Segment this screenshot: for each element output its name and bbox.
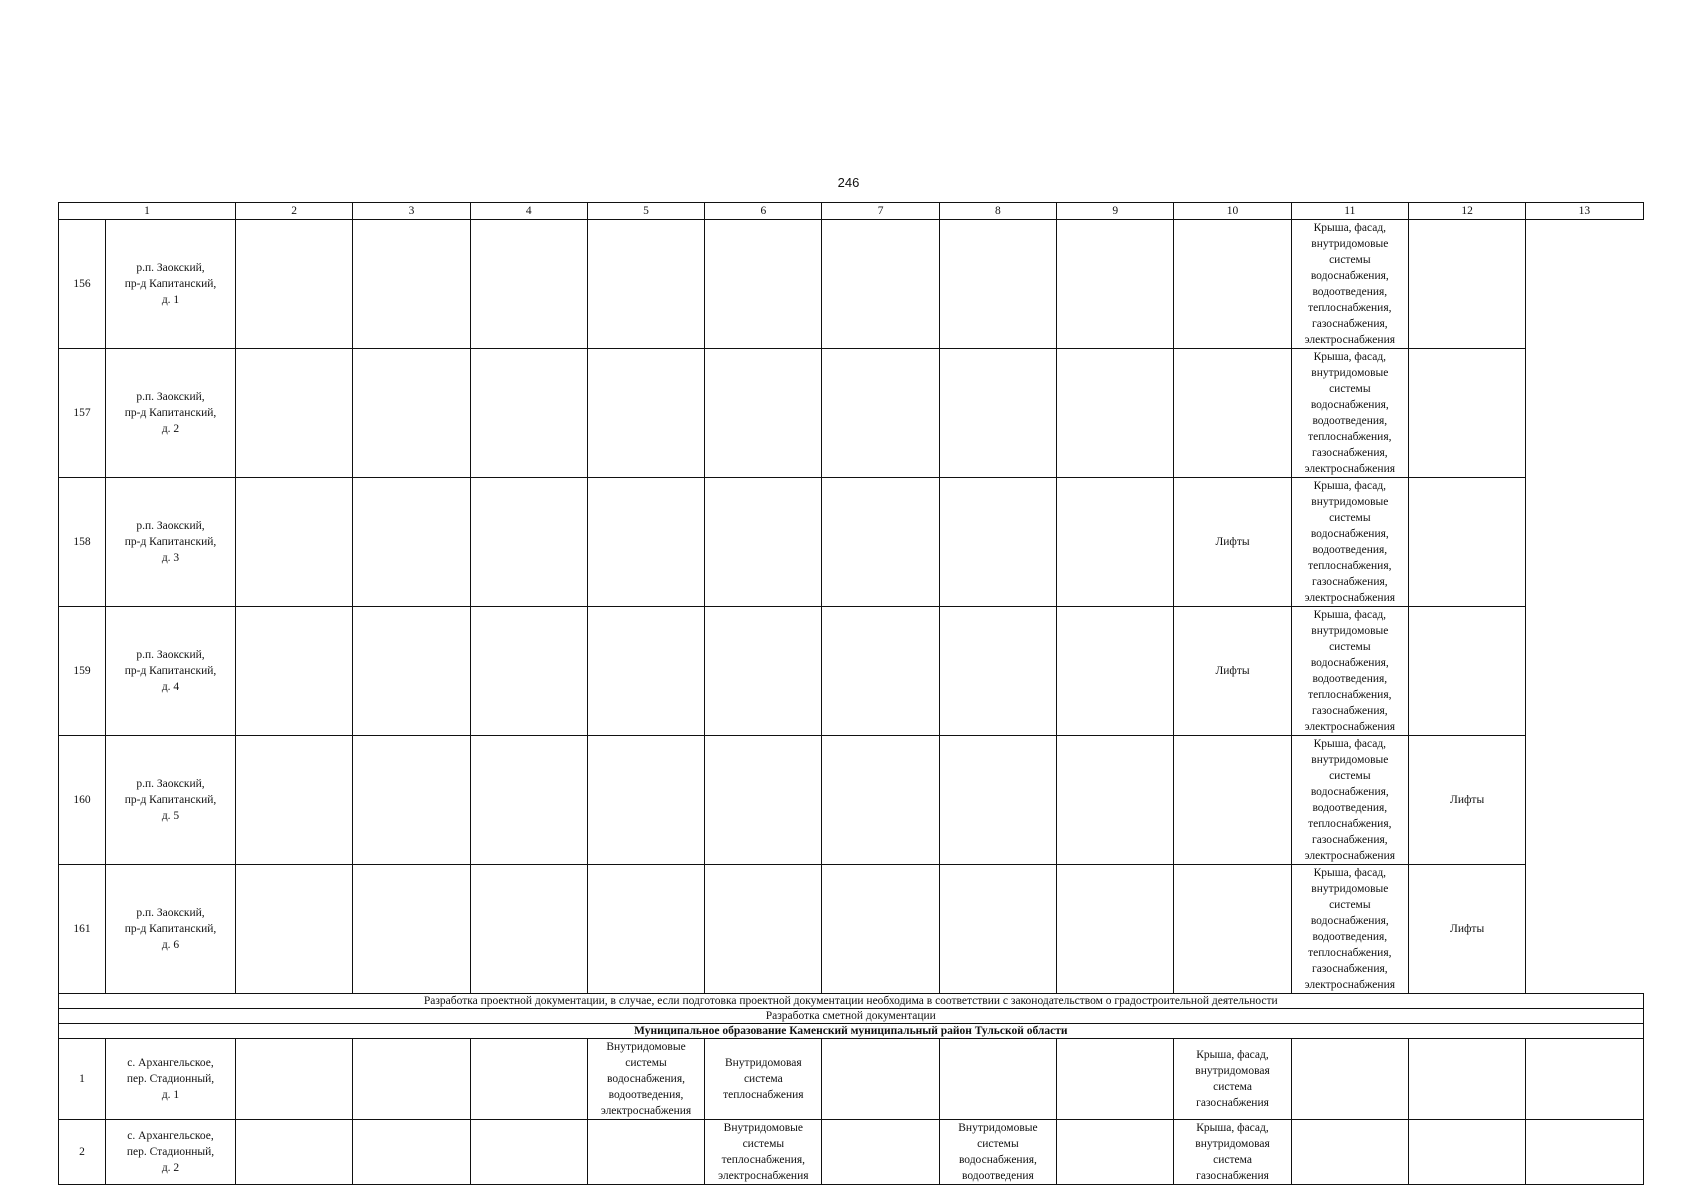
row-number: 156 [59,220,106,349]
header-cell: 10 [1174,203,1291,220]
col11-cell: Лифты [1174,607,1291,736]
address-cell: р.п. Заокский, пр-д Капитанский, д. 4 [106,607,236,736]
table-row [59,1039,1644,1120]
section-municipality: Муниципальное образование Каменский муниципальный район Тульской области [59,1024,1644,1039]
col13-cell [1408,607,1525,736]
header-cell: 3 [353,203,470,220]
col11-cell: Лифты [1174,478,1291,607]
address-cell: р.п. Заокский, пр-д Капитанский, д. 2 [106,349,236,478]
header-cell: 5 [587,203,704,220]
row-number: 157 [59,349,106,478]
address-cell: с. Архангельское, пер. Стадионный, д. 1 [106,1039,236,1120]
header-row [59,203,1644,220]
table-row [59,220,1644,349]
table-row [59,1120,1644,1185]
page-number: 246 [837,175,860,190]
header-cell: 8 [939,203,1056,220]
row-number: 159 [59,607,106,736]
col13-cell [1408,478,1525,607]
col10-cell: Крыша, фасад, внутридомовая система газоснабжения [1174,1120,1291,1185]
col12-cell: Крыша, фасад, внутридомовые системы водоснабжения, водоотведения, теплоснабжения, газоснабжения, электроснабжения [1291,607,1408,736]
capital-repair-table [58,202,1644,1185]
col12-cell: Крыша, фасад, внутридомовые системы водоснабжения, водоотведения, теплоснабжения, газоснабжения, электроснабжения [1291,736,1408,865]
table-row [59,478,1644,607]
header-cell: 11 [1291,203,1408,220]
col8-cell [939,1039,1056,1120]
col12-cell: Крыша, фасад, внутридомовые системы водоснабжения, водоотведения, теплоснабжения, газоснабжения, электроснабжения [1291,865,1408,994]
header-cell: 13 [1526,203,1643,220]
col5-cell: Внутридомовые системы водоснабжения, водоотведения, электроснабжения [587,1039,704,1120]
section-row [59,1024,1644,1039]
header-cell: 1 [59,203,236,220]
table-row [59,349,1644,478]
col6-cell: Внутридомовая система теплоснабжения [705,1039,822,1120]
address-cell: р.п. Заокский, пр-д Капитанский, д. 5 [106,736,236,865]
col11-cell [1174,865,1291,994]
row-number: 161 [59,865,106,994]
header-cell: 7 [822,203,939,220]
col11-cell [1174,736,1291,865]
col13-cell [1408,349,1525,478]
col5-cell [587,1120,704,1185]
address-cell: с. Архангельское, пер. Стадионный, д. 2 [106,1120,236,1185]
col6-cell: Внутридомовые системы теплоснабжения, электроснабжения [705,1120,822,1185]
row-number: 160 [59,736,106,865]
header-cell: 4 [470,203,587,220]
section-row [59,994,1644,1009]
col13-cell: Лифты [1408,865,1525,994]
header-cell: 12 [1408,203,1525,220]
address-cell: р.п. Заокский, пр-д Капитанский, д. 6 [106,865,236,994]
col12-cell: Крыша, фасад, внутридомовые системы водоснабжения, водоотведения, теплоснабжения, газоснабжения, электроснабжения [1291,349,1408,478]
table-row [59,865,1644,994]
header-cell: 6 [705,203,822,220]
section-row [59,1009,1644,1024]
col10-cell: Крыша, фасад, внутридомовая система газоснабжения [1174,1039,1291,1120]
header-cell: 2 [236,203,353,220]
address-cell: р.п. Заокский, пр-д Капитанский, д. 1 [106,220,236,349]
header-cell: 9 [1057,203,1174,220]
section-estimate-docs: Разработка сметной документации [59,1009,1644,1024]
col13-cell [1408,220,1525,349]
col11-cell [1174,220,1291,349]
table-row [59,607,1644,736]
col12-cell: Крыша, фасад, внутридомовые системы водоснабжения, водоотведения, теплоснабжения, газоснабжения, электроснабжения [1291,220,1408,349]
section-project-docs: Разработка проектной документации, в случае, если подготовка проектной документации необходима в соответствии с законодательством о градостроительной деятельности [59,994,1644,1009]
col8-cell: Внутридомовые системы водоснабжения, водоотведения [939,1120,1056,1185]
row-number: 2 [59,1120,106,1185]
row-number: 1 [59,1039,106,1120]
row-number: 158 [59,478,106,607]
address-cell: р.п. Заокский, пр-д Капитанский, д. 3 [106,478,236,607]
col11-cell [1174,349,1291,478]
col13-cell: Лифты [1408,736,1525,865]
col12-cell: Крыша, фасад, внутридомовые системы водоснабжения, водоотведения, теплоснабжения, газоснабжения, электроснабжения [1291,478,1408,607]
table-row [59,736,1644,865]
